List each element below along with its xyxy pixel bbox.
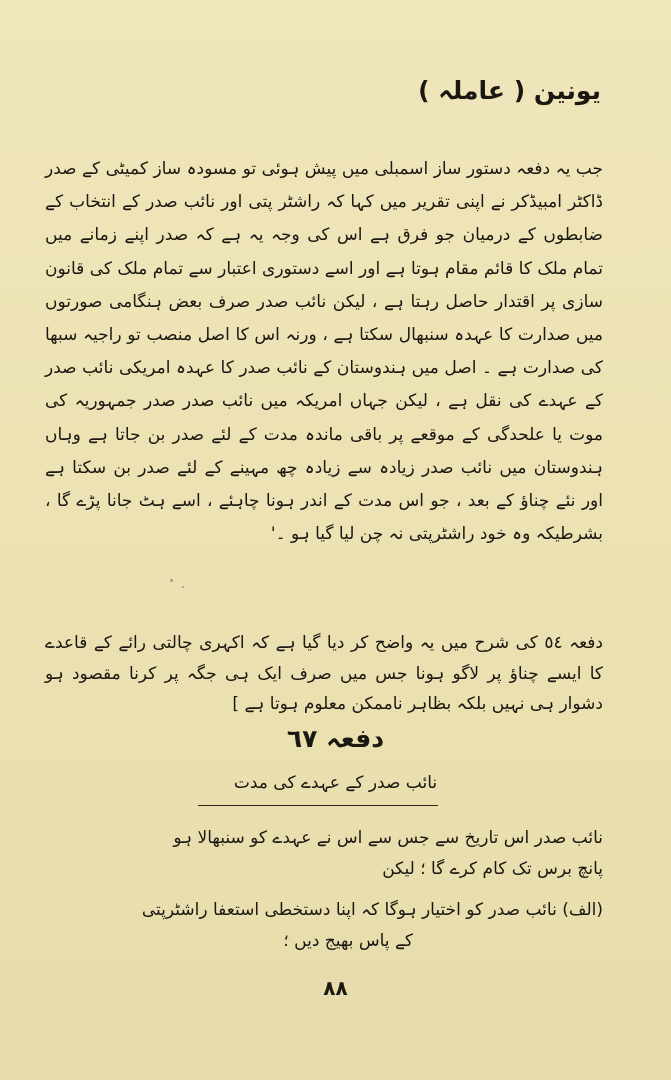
section-text: [43, 823, 603, 885]
page-number: ٨٨: [323, 976, 348, 1000]
paper-speck: [170, 579, 173, 582]
running-header: یونین ( عاملہ ): [418, 76, 601, 105]
clause-alif: [43, 895, 603, 957]
subtitle-underline: [198, 805, 438, 806]
body-paragraph-1: جب یہ دفعہ دستور ساز اسمبلی میں پیش ہوئی تو مسودہ ساز کمیٹی کے صدر ڈاکٹر امبیڈکر نے اپنی تقریر میں کہا کہ راشٹر پتی اور نائب صدر کے انتخاب کے ضابطوں کے درمیان جو فرق ہے اس کی وجہ یہ ہے کہ صدر اپنے زمانے میں تمام ملک کا قائم مقام ہوتا ہے اور اسے دستوری اعتبار سے تمام ملک کی قانون سازی پر اقتدار حاصل رہتا ہے ، لیکن نائب صدر صرف بعض ہنگامی صورتوں میں صدارت کا عہدہ سنبھال سکتا ہے ، ورنہ اس کا اصل منصب تو راجیہ سبھا کی صدارت ہے ۔ اصل میں ہندوستان کے نائب صدر کا عہدہ امریکی نائب صدر کے عہدے کی نقل ہے ، لیکن جہاں امریکہ میں نائب صدر صدر جمہوریہ کی موت یا علحدگی کے موقعے پر باقی ماندہ مدت کے لئے صدر بن جاتا ہے وہاں ہندوستان میں نائب صدر زیادہ سے زیادہ چھ مہینے کے لئے صدر بن سکتا ہے اور نئے چناؤ کے بعد ، جو اس مدت کے اندر ہونا چاہئے ، اسے ہٹ جانا پڑے گا ، بشرطیکہ وہ خود راشٹرپتی نہ چن لیا گیا ہو ۔': [45, 159, 603, 545]
clause-label: (الف): [562, 900, 603, 920]
section-text-line-1: نائب صدر اس تاریخ سے جس سے اس نے عہدے کو سنبھالا ہو: [173, 828, 603, 848]
clause-text-line-2: کے پاس بھیج دیں ؛: [283, 931, 413, 951]
section-subtitle: نائب صدر کے عہدے کی مدت: [233, 773, 438, 793]
clause-text-line-1: نائب صدر کو اختیار ہوگا کہ اپنا دستخطی استعفا راشٹرپتی: [141, 900, 557, 920]
paper-speck: [182, 586, 184, 588]
section-heading: دفعہ ٦٧: [286, 724, 385, 753]
body-paragraph-2: دفعہ ٥٤ کی شرح میں یہ واضح کر دیا گیا ہے کہ اکہری چالتی رائے کے قاعدے کا ایسے چناؤ پر لاگو ہونا جس میں صرف ایک ہی جگہ پر کرنا مقصود ہو دشوار ہی نہیں بلکہ بظاہر ناممکن معلوم ہوتا ہے ]: [45, 633, 604, 714]
section-text-line-2: پانچ برس تک کام کرے گا ؛ لیکن: [382, 859, 603, 879]
